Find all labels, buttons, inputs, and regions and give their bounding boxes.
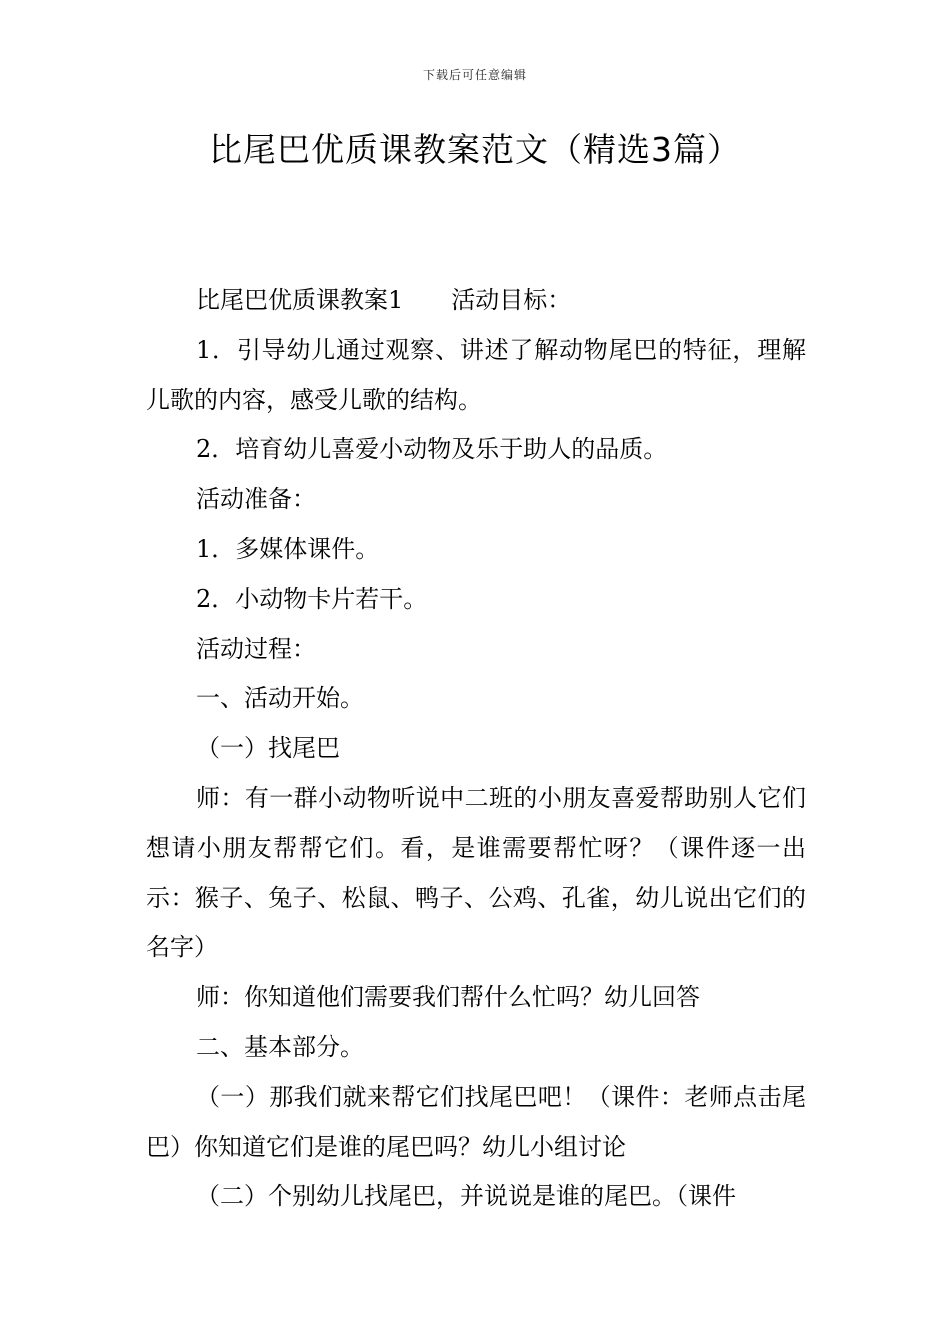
header-note: 下载后可任意编辑	[422, 68, 527, 82]
paragraph: 2．培育幼儿喜爱小动物及乐于助人的品质。	[196, 435, 668, 464]
document-body	[146, 276, 806, 1222]
paragraph: 比尾巴优质课教案1 活动目标：	[196, 286, 572, 314]
paragraph: 活动准备：	[196, 485, 316, 514]
paragraph: 师：有一群小动物听说中二班的小朋友喜爱帮助别人它们想请小朋友帮帮它们。看，是谁需要帮忙呀？（课件逐一出示：猴子、兔子、松鼠、鸭子、公鸡、孔雀，幼儿说出它们的名字）	[146, 783, 806, 962]
document-title: 比尾巴优质课教案范文（精选3篇）	[209, 130, 741, 169]
paragraph: 1．多媒体课件。	[196, 534, 380, 563]
paragraph: 二、基本部分。	[196, 1032, 364, 1061]
paragraph: 师：你知道他们需要我们帮什么忙吗？幼儿回答	[196, 983, 700, 1012]
paragraph: 一、活动开始。	[196, 684, 364, 713]
paragraph: 活动过程：	[196, 634, 316, 663]
paragraph: （一）找尾巴	[196, 734, 340, 763]
paragraph: 1．引导幼儿通过观察、讲述了解动物尾巴的特征，理解儿歌的内容，感受儿歌的结构。	[146, 335, 806, 414]
paragraph: 2．小动物卡片若干。	[196, 584, 428, 613]
paragraph: （一）那我们就来帮它们找尾巴吧！（课件：老师点击尾巴）你知道它们是谁的尾巴吗？幼儿小组讨论	[146, 1082, 806, 1161]
paragraph: （二）个别幼儿找尾巴，并说说是谁的尾巴。（课件	[196, 1182, 736, 1211]
